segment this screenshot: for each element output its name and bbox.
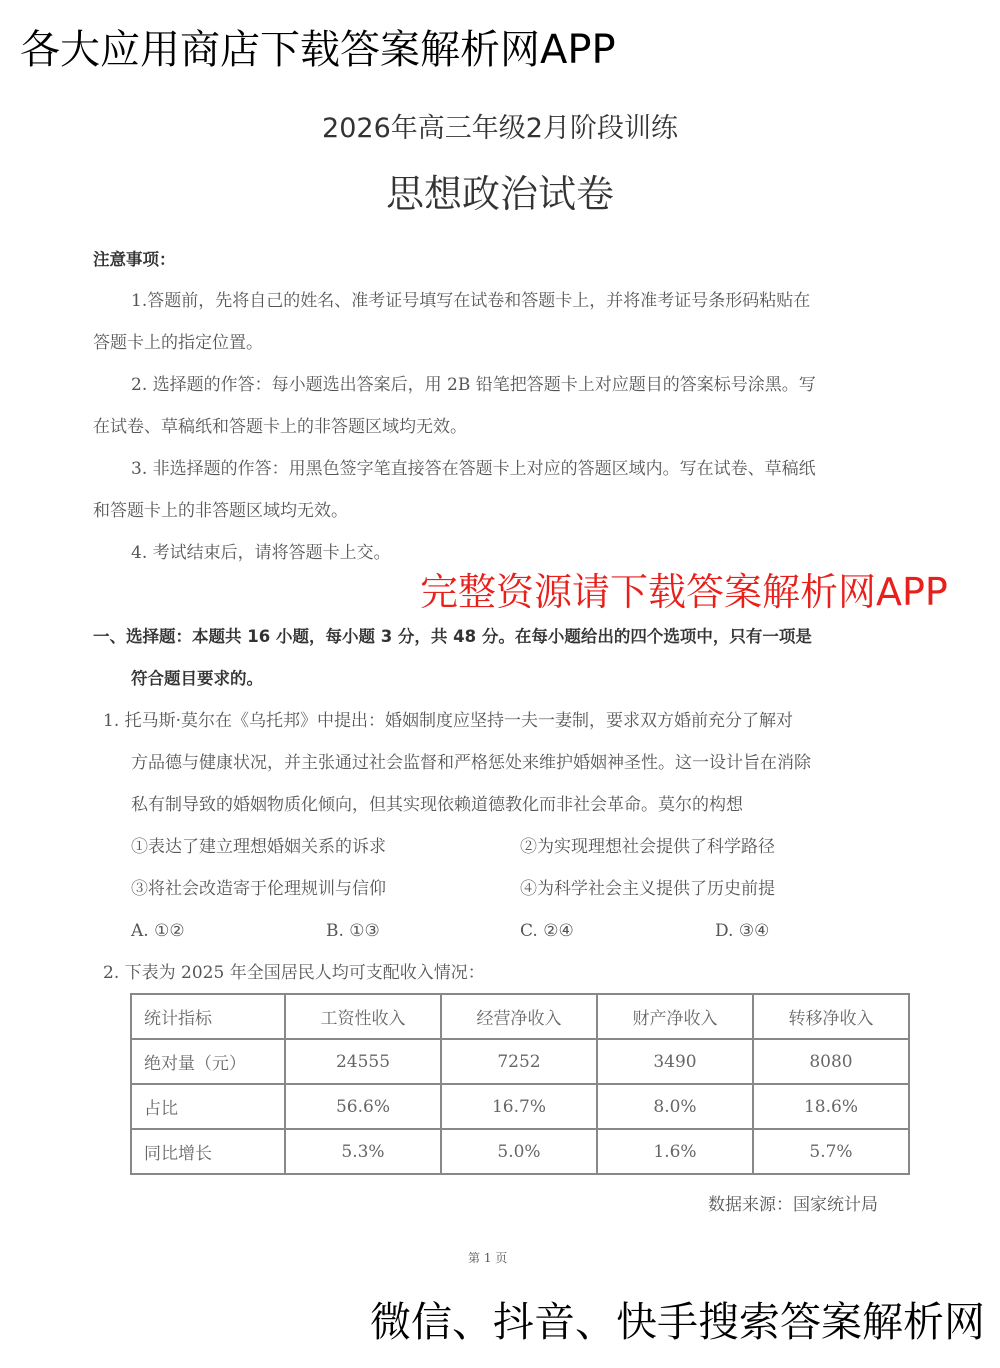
page-number: 第 1 页 [468, 1251, 508, 1265]
table-cell: 3490 [597, 1039, 753, 1084]
notice-line: 和答题卡上的非答题区域均无效。 [93, 501, 348, 521]
income-table [130, 993, 910, 1175]
q1-statement-3: ③将社会改造寄于伦理规训与信仰 [131, 879, 386, 899]
notice-line: 在试卷、草稿纸和答题卡上的非答题区域均无效。 [93, 417, 467, 437]
table-cell: 占比 [131, 1084, 285, 1129]
notice-line: 4. 考试结束后，请将答题卡上交。 [131, 543, 391, 563]
table-cell: 5.0% [441, 1129, 597, 1174]
table-cell: 8080 [753, 1039, 909, 1084]
notice-line: 答题卡上的指定位置。 [93, 333, 263, 353]
table-cell: 1.6% [597, 1129, 753, 1174]
q1-choice-a: A. ①② [131, 921, 185, 941]
notice-line: 3. 非选择题的作答：用黑色签字笔直接答在答题卡上对应的答题区域内。写在试卷、草稿纸 [131, 459, 816, 479]
table-cell: 8.0% [597, 1084, 753, 1129]
table-row [131, 1084, 909, 1129]
exam-subtitle: 2026年高三年级2月阶段训练 [322, 113, 678, 144]
watermark-top-left: 各大应用商店下载答案解析网APP [20, 27, 616, 73]
q1-statement-2: ②为实现理想社会提供了科学路径 [520, 837, 775, 857]
table-header: 财产净收入 [597, 994, 753, 1039]
table-cell: 7252 [441, 1039, 597, 1084]
table-row [131, 1129, 909, 1174]
q1-stem: 方品德与健康状况，并主张通过社会监督和严格惩处来维护婚姻神圣性。这一设计旨在消除 [131, 753, 811, 773]
watermark-center: 完整资源请下载答案解析网APP [420, 570, 948, 614]
notice-line: 2. 选择题的作答：每小题选出答案后，用 2B 铅笔把答题卡上对应题目的答案标号涂黑。写 [131, 375, 816, 395]
table-cell: 56.6% [285, 1084, 441, 1129]
table-cell: 5.7% [753, 1129, 909, 1174]
notice-heading: 注意事项： [93, 250, 176, 269]
q1-choice-c: C. ②④ [520, 921, 574, 941]
q1-statement-4: ④为科学社会主义提供了历史前提 [520, 879, 775, 899]
notice-line: 1.答题前，先将自己的姓名、准考证号填写在试卷和答题卡上，并将准考证号条形码粘贴在 [131, 291, 811, 311]
q1-statement-1: ①表达了建立理想婚姻关系的诉求 [131, 837, 386, 857]
q1-choice-b: B. ①③ [326, 921, 380, 941]
table-cell: 5.3% [285, 1129, 441, 1174]
table-header: 工资性收入 [285, 994, 441, 1039]
table-cell: 绝对量（元） [131, 1039, 285, 1084]
table-header: 经营净收入 [441, 994, 597, 1039]
q1-stem: 私有制导致的婚姻物质化倾向，但其实现依赖道德教化而非社会革命。莫尔的构想 [131, 795, 743, 815]
table-cell: 同比增长 [131, 1129, 285, 1174]
watermark-bottom-right: 微信、抖音、快手搜索答案解析网 [370, 1298, 985, 1346]
section-heading: 一、选择题：本题共 16 小题，每小题 3 分，共 48 分。在每小题给出的四个选项中，只有一项是 [93, 627, 812, 646]
exam-title: 思想政治试卷 [385, 172, 614, 216]
table-row [131, 1039, 909, 1084]
q1-choice-d: D. ③④ [715, 921, 770, 941]
q1-stem: 1. 托马斯·莫尔在《乌托邦》中提出：婚姻制度应坚持一夫一妻制，要求双方婚前充分了解对 [103, 711, 794, 731]
q2-stem: 2. 下表为 2025 年全国居民人均可支配收入情况： [103, 963, 485, 983]
data-source: 数据来源：国家统计局 [708, 1195, 878, 1215]
table-header-row [131, 994, 909, 1039]
table-cell: 24555 [285, 1039, 441, 1084]
table-cell: 16.7% [441, 1084, 597, 1129]
table-header: 统计指标 [131, 994, 285, 1039]
section-heading-cont: 符合题目要求的。 [131, 669, 263, 688]
table-cell: 18.6% [753, 1084, 909, 1129]
table-header: 转移净收入 [753, 994, 909, 1039]
